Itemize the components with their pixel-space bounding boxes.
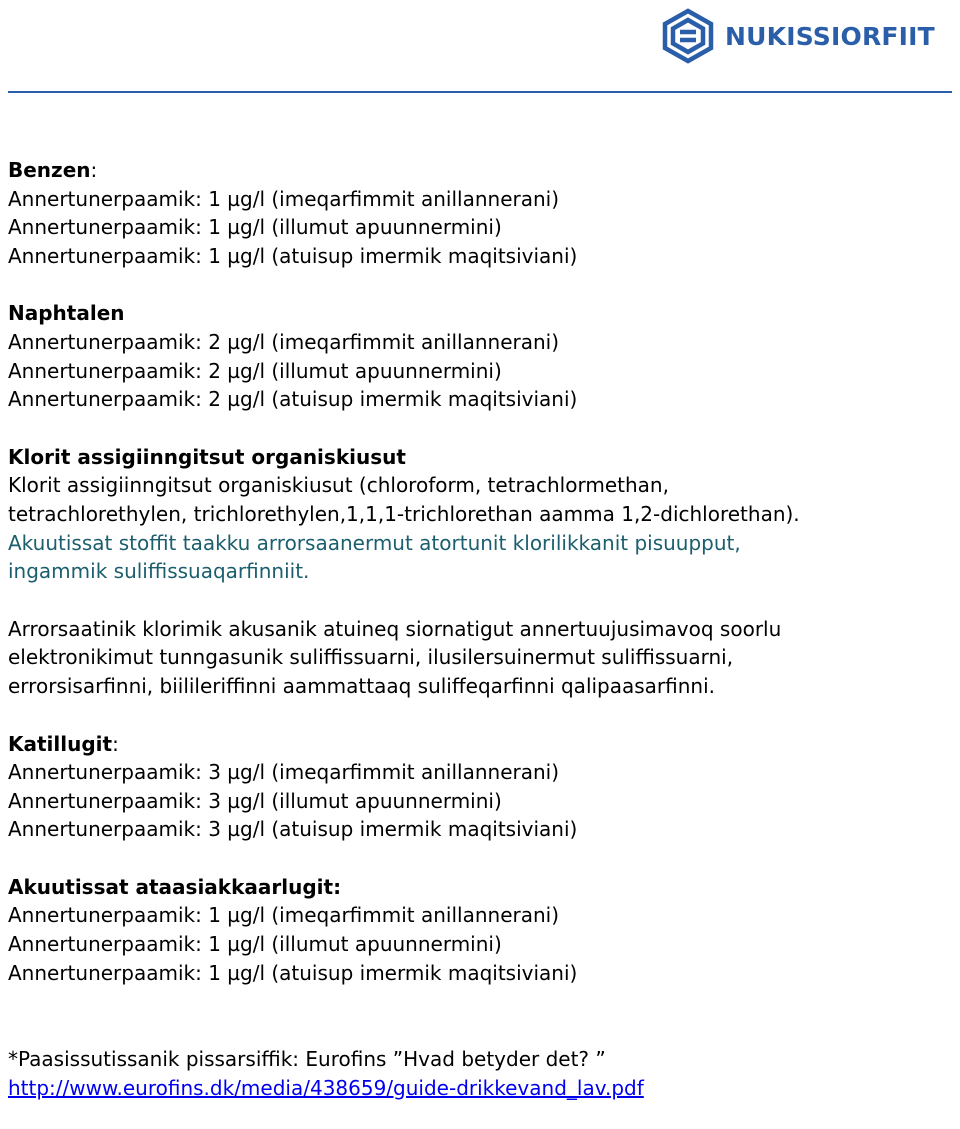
klorit-line: Klorit assigiinngitsut organiskiusut (chloroform, tetrachlormethan, — [8, 473, 669, 498]
benzen-line: Annertunerpaamik: 1 µg/l (atuisup imermik maqitsiviani) — [8, 243, 578, 268]
klorit-teal-line: ingammik suliffissuaqarfinniit. — [8, 559, 310, 584]
logo-brand-text: NUKISSIORFIIT — [725, 21, 935, 51]
klorit-heading: Klorit assigiinngitsut organiskiusut — [8, 444, 406, 469]
logo-mark-icon — [660, 8, 716, 64]
naphtalen-heading: Naphtalen — [8, 301, 125, 326]
eurofins-guide-link[interactable]: http://www.eurofins.dk/media/438659/guide-drikkevand_lav.pdf — [8, 1075, 644, 1100]
naphtalen-line: Annertunerpaamik: 2 µg/l (imeqarfimmit anillannerani) — [8, 329, 560, 354]
footer-source-text: *Paasissutissanik pissarsiffik: Eurofins ”Hvad betyder det? ” — [8, 1047, 606, 1072]
benzen-heading: Benzen: — [8, 158, 98, 182]
klorit-paragraph-line: errorsisarfinni, biilileriffinni aammattaaq suliffeqarfinni qalipaasarfinni. — [8, 673, 716, 698]
katillugit-line: Annertunerpaamik: 3 µg/l (imeqarfimmit anillannerani) — [8, 760, 560, 785]
klorit-teal-line: Akuutissat stoffit taakku arrorsaanermut atortunit klorilikkanit pisuupput, — [8, 530, 741, 555]
ataasiakkaar-line: Annertunerpaamik: 1 µg/l (atuisup imermik maqitsiviani) — [8, 960, 578, 985]
klorit-paragraph-line: elektronikimut tunngasunik suliffissuarni, ilusilersuinermut suliffissuarni, — [8, 645, 734, 670]
benzen-line: Annertunerpaamik: 1 µg/l (imeqarfimmit anillannerani) — [8, 186, 560, 211]
ataasiakkaar-line: Annertunerpaamik: 1 µg/l (imeqarfimmit anillannerani) — [8, 903, 560, 928]
nukissiorfiit-logo — [660, 8, 935, 64]
katillugit-line: Annertunerpaamik: 3 µg/l (illumut apuunnermini) — [8, 788, 502, 813]
header-rule — [8, 91, 952, 93]
katillugit-line: Annertunerpaamik: 3 µg/l (atuisup imermik maqitsiviani) — [8, 817, 578, 842]
document-body — [8, 156, 952, 1102]
ataasiakkaar-line: Annertunerpaamik: 1 µg/l (illumut apuunnermini) — [8, 932, 502, 957]
naphtalen-line: Annertunerpaamik: 2 µg/l (atuisup imermik maqitsiviani) — [8, 387, 578, 412]
naphtalen-line: Annertunerpaamik: 2 µg/l (illumut apuunnermini) — [8, 358, 502, 383]
klorit-line: tetrachlorethylen, trichlorethylen,1,1,1-trichlorethan aamma 1,2-dichlorethan). — [8, 501, 800, 526]
ataasiakkaar-heading: Akuutissat ataasiakkaarlugit: — [8, 874, 342, 899]
katillugit-heading: Katillugit: — [8, 731, 119, 756]
benzen-line: Annertunerpaamik: 1 µg/l (illumut apuunnermini) — [8, 215, 502, 240]
klorit-paragraph-line: Arrorsaatinik klorimik akusanik atuineq siornatigut annertuujusimavoq soorlu — [8, 616, 782, 641]
